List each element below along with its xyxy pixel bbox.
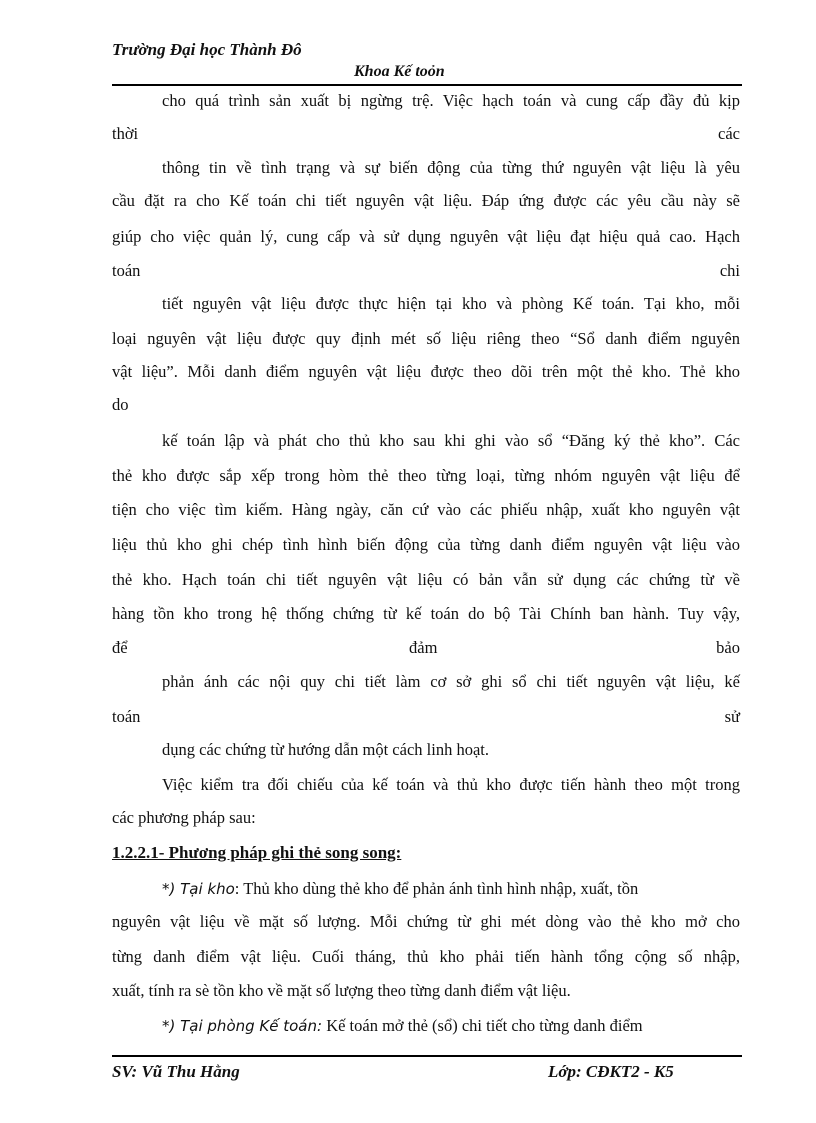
text-line: loại nguyên vật liệu được quy định mét số liệu riêng theo “Sổ danh điểm nguyên [112,329,740,348]
text-line: thẻ kho. Hạch toán chi tiết nguyên vật liệu có bản vẫn sử dụng các chứng từ về [112,570,740,589]
text-line: dụng các chứng từ hướng dẫn một cách linh hoạt. [162,740,489,759]
text-line [162,879,740,899]
italic-label: *) Tại kho [162,880,235,898]
text-line: thẻ kho được sắp xếp trong hòm thẻ theo từng loại, từng nhóm nguyên vật liệu để [112,466,740,485]
text-line: các phương pháp sau: [112,808,256,827]
text-line: nguyên vật liệu về mặt số lượng. Mỗi chứng từ ghi mét dòng vào thẻ kho mở cho [112,912,740,931]
text-word: đảm [409,638,438,657]
text-line: Việc kiểm tra đối chiếu của kế toán và thủ kho được tiến hành theo một trong [162,775,740,794]
text-word: toán [112,261,141,280]
header-department: Khoa Kế toỏn [354,63,445,80]
text-segment: : Thủ kho dùng thẻ kho để phản ánh tình hình nhập, xuất, tồn [234,879,639,898]
text-line: do [112,395,129,414]
text-line: cho quá trình sản xuất bị ngừng trệ. Việc hạch toán và cung cấp đầy đủ kịp [162,91,740,110]
text-word: các [718,124,740,143]
text-word: toán [112,707,141,726]
text-line [162,1016,740,1036]
text-word: bảo [716,638,740,657]
text-word: thời [112,124,139,143]
text-segment: Kế toán mở thẻ (sổ) chi tiết cho từng danh điểm [322,1016,643,1035]
text-line: từng danh điểm vật liệu. Cuối tháng, thủ kho phải tiến hành tổng cộng số nhập, [112,947,740,966]
text-line: thông tin về tình trạng và sự biến động của từng thứ nguyên vật liệu là yêu [162,158,740,177]
section-heading: 1.2.2.1- Phương pháp ghi thẻ song song: [112,843,402,862]
footer-student: SV: Vũ Thu Hằng [112,1062,240,1081]
text-line: cầu đặt ra cho Kế toán chi tiết nguyên vật liệu. Đáp ứng được các yêu cầu này sẽ [112,191,740,210]
text-line: phản ánh các nội quy chi tiết làm cơ sở ghi sổ chi tiết nguyên vật liệu, kế [162,672,740,691]
header-rule [112,84,742,86]
text-line: kế toán lập và phát cho thủ kho sau khi ghi vào sổ “Đăng ký thẻ kho”. Các [162,431,740,450]
footer-class: Lớp: CĐKT2 - K5 [548,1062,674,1081]
text-line: giúp cho việc quản lý, cung cấp và sử dụng nguyên vật liệu đạt hiệu quả cao. Hạch [112,227,740,246]
text-line: tiện cho việc tìm kiếm. Hàng ngày, căn cứ vào các phiếu nhập, xuất kho nguyên vật [112,500,740,519]
text-word: chi [719,261,740,280]
text-line: xuất, tính ra sè tồn kho về mặt số lượng theo từng danh điểm vật liệu. [112,981,571,1000]
text-line: liệu thủ kho ghi chép tình hình biến động của từng danh điểm nguyên vật liệu vào [112,535,740,554]
text-word: sử [724,707,740,726]
header-school: Trường Đại học Thành Đô [112,40,302,59]
text-line: tiết nguyên vật liệu được thực hiện tại kho và phòng Kế toán. Tại kho, mỗi [162,294,740,313]
text-line: hàng tồn kho trong hệ thống chứng từ kế toán do bộ Tài Chính ban hành. Tuy vậy, [112,604,740,623]
text-line: vật liệu”. Mỗi danh điểm nguyên vật liệu được theo dõi trên một thẻ kho. Thẻ kho [112,362,740,381]
text-word: để [112,638,128,657]
italic-label: *) Tại phòng Kế toán: [162,1017,323,1035]
footer-rule [112,1055,742,1057]
